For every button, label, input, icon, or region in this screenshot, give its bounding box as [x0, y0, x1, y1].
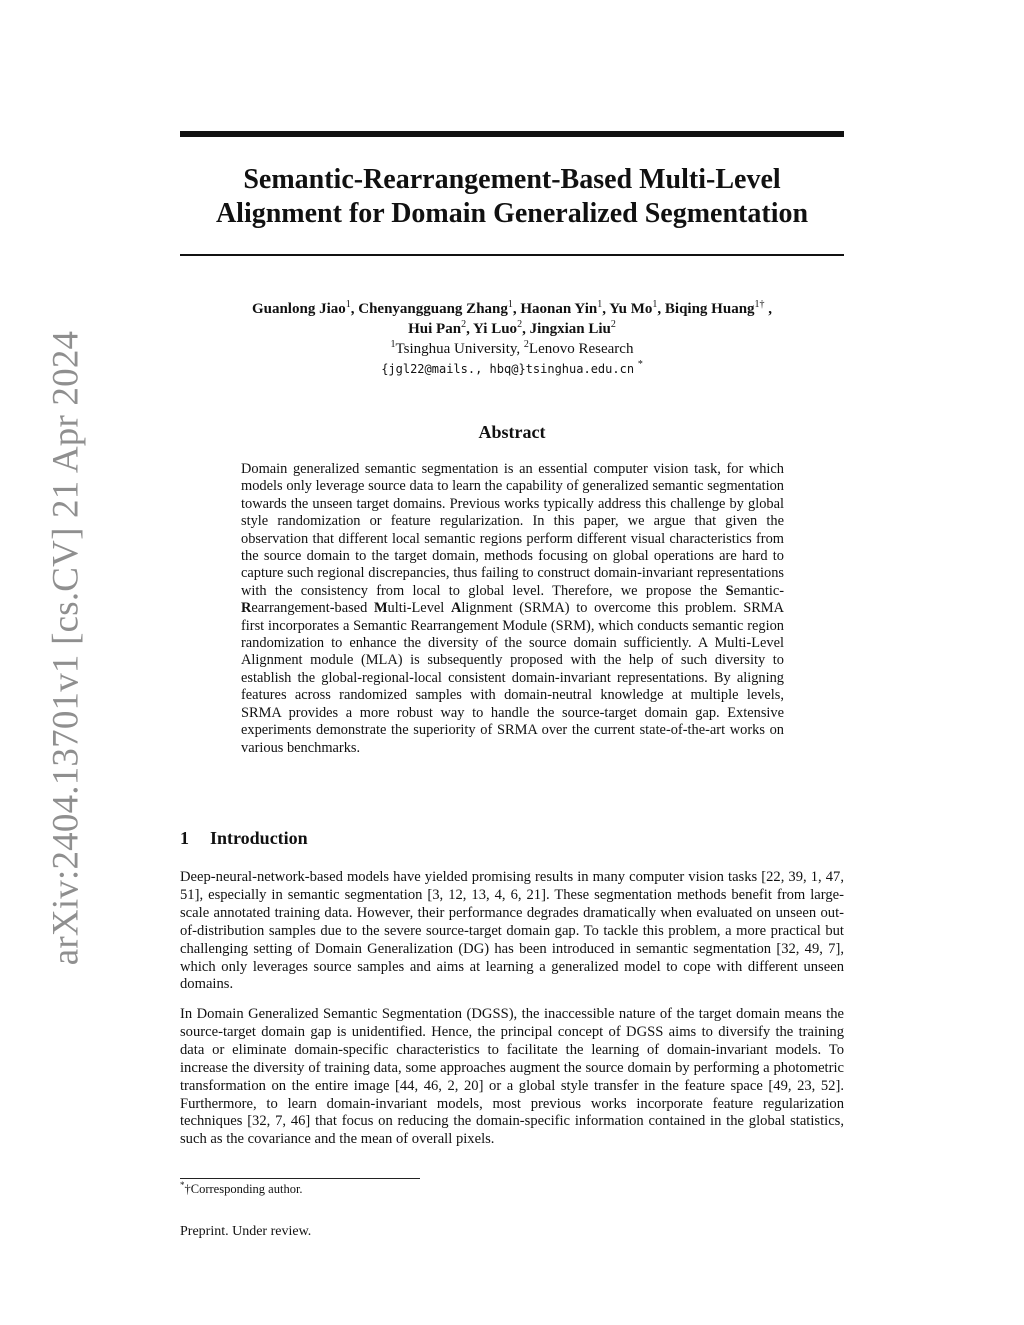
footnote-rule [180, 1178, 420, 1179]
footnote-mark: * [180, 1180, 185, 1190]
contact-email[interactable]: {jgl22@mails., hbq@}tsinghua.edu.cn [381, 362, 635, 376]
author-affiliation-mark: 1 [507, 299, 513, 310]
author-name: Hui Pan [408, 321, 462, 337]
author-list-line-1: Guanlong Jiao$^1$, Chenyangguang Zhang$^1$, Haonan Yin$^1$, Yu Mo$^1$, Biqing Huang$^{1\dagger}$ , [251, 299, 773, 317]
author-name: Guanlong Jiao [251, 301, 346, 317]
author-affiliation-mark: 2 [610, 319, 616, 330]
abstract-body: Domain generalized semantic segmentation is an essential computer vision task, for which models only leverage source data to learn the capability of generalized semantic segmentation towards the unseen target domains. Previous works typically address this challenge by global style randomization or feature regularization. In this paper, we argue that given the observation that different local semantic regions perform different visual characteristics from the source domain to the target domain, methods focusing on global operations are hard to capture such regional discrepancies, thus failing to construct domain-invariant representations with the consistency from local to global level. Therefore, we propose the Semantic-Rearrangement-based Multi-Level Alignment (SRMA) to overcome this problem. SRMA first incorporates a Semantic Rearrangement Module (SRM), which conducts semantic region randomization to enhance the diversity of the source domain sufficiently. A Multi-Level Alignment module (MLA) is subsequently proposed with the help of such diversity to establish the global-regional-local consistent domain-invariant representations. By aligning features across randomized samples with domain-neutral knowledge at multiple levels, SRMA provides a more robust way to handle the source-target domain gap. Extensive experiments demonstrate the superiority of SRMA over the current state-of-the-art works on various benchmarks. [241, 461, 784, 756]
author-name: Biqing Huang [664, 301, 755, 317]
author-name: Jingxian Liu [529, 321, 611, 337]
title-line-2: Alignment for Domain Generalized Segmentation [215, 198, 809, 229]
contact-email-line [180, 359, 844, 379]
author-block [180, 299, 844, 379]
author-list-line-2: Hui Pan$^2$, Yi Luo$^2$, Jingxian Liu$^2$ [408, 319, 616, 337]
author-affiliation-mark: 1 [652, 299, 658, 310]
author-affiliation-mark: 1† [754, 299, 765, 310]
intro-paragraph-2: In Domain Generalized Semantic Segmentation (DGSS), the inaccessible nature of the target domain means the source-target domain gap is unidentified. Hence, the principal concept of DGSS aims to diversify the training data or eliminate domain-specific characteristics to facilitate the learning of domain-invariant models. To increase the diversity of training data, some approaches augment the source domain by performing a photometric transformation on the entire image [44, 46, 2, 20] or a global style transfer in the feature space [49, 23, 52]. Furthermore, to learn domain-invariant models, most previous works incorporate feature regularization techniques [32, 7, 46] that focus on reducing the domain-specific information contained in the global statistics, such as the covariance and the mean of overall pixels. [180, 1006, 844, 1148]
abstract-heading: Abstract [478, 422, 546, 442]
author-affiliation-mark: 2 [517, 319, 523, 330]
footnote-text: †Corresponding author. [184, 1182, 303, 1197]
paper-title [180, 163, 844, 231]
author-name: Yu Mo [609, 301, 653, 317]
section-heading-introduction [180, 828, 308, 849]
author-affiliation-mark: 1 [597, 299, 603, 310]
author-affiliation-mark: 1 [345, 299, 351, 310]
author-affiliation-mark: 2 [461, 319, 467, 330]
title-line-1: Semantic-Rearrangement-Based Multi-Level [243, 164, 781, 195]
section-number: 1 [180, 828, 189, 848]
preprint-note: Preprint. Under review. [180, 1224, 312, 1239]
intro-paragraph-1: Deep-neural-network-based models have yielded promising results in many computer vision tasks [22, 39, 1, 47, 51], especially in semantic segmentation [3, 12, 13, 4, 6, 21]. These segmentation methods benefit from large-scale annotated training data. However, their performance degrades dramatically when evaluated on unseen out-of-distribution samples due to the severe source-target domain gap. To tackle this problem, a more practical but challenging setting of Domain Generalization (DG) has been introduced in semantic segmentation [32, 49, 7], which only leverages source samples and aims at learning a generalized model to cope with different unseen domains. [180, 869, 844, 993]
section-title: Introduction [210, 828, 308, 848]
email-footnote-mark: * [637, 359, 643, 370]
arxiv-identifier: arXiv:2404.13701v1 [cs.CV] 21 Apr 2024 [45, 330, 87, 966]
affiliations: $^1$Tsinghua University, $^2$Lenovo Research [390, 339, 634, 357]
title-top-rule [180, 131, 844, 137]
footnote [180, 1180, 303, 1197]
title-bottom-rule [180, 254, 844, 256]
author-name: Chenyangguang Zhang [358, 301, 508, 317]
author-name: Haonan Yin [520, 301, 598, 317]
author-name: Yi Luo [473, 321, 518, 337]
